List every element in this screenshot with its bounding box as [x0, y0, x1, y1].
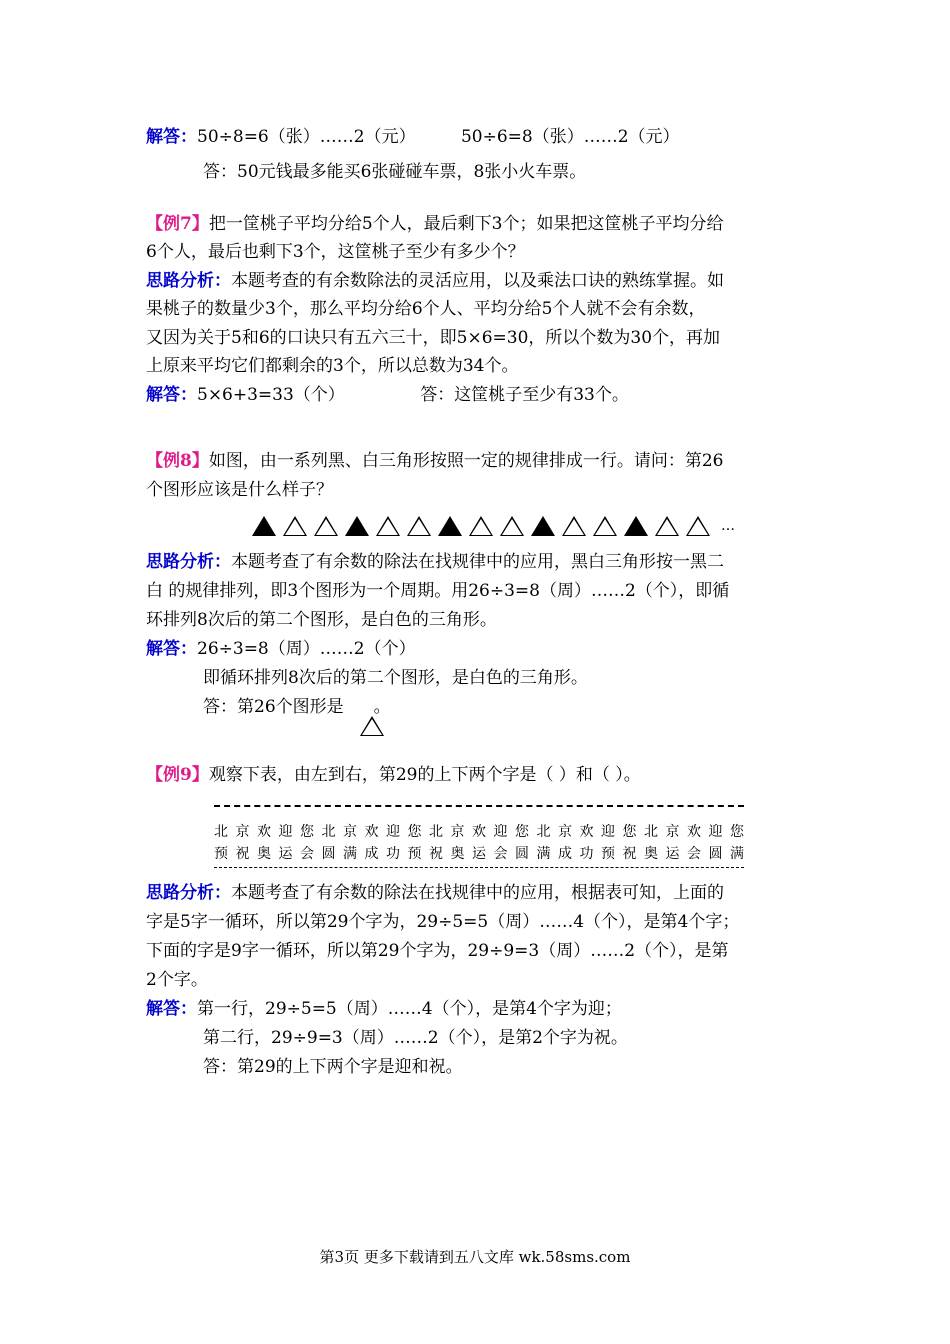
table-cell: 祝 [429, 846, 443, 862]
white-triangle-icon [407, 516, 431, 536]
triangle-sequence [252, 515, 735, 536]
table-cell: 奥 [257, 846, 271, 862]
table-row-top [214, 821, 752, 841]
analysis-label: 思路分析： [146, 883, 231, 903]
table-cell: 京 [235, 824, 250, 840]
table-cell: 欢 [687, 824, 701, 840]
table-cell: 您 [730, 824, 744, 840]
table-cell: 迎 [493, 824, 508, 840]
table-cell: 您 [407, 824, 422, 840]
table-cell: 京 [558, 824, 572, 840]
answer-calc: 26÷3=8（周）……2（个） [197, 639, 416, 659]
question-text: 把一筐桃子平均分给5个人，最后剩下3个；如果把这筐桃子平均分给 [208, 214, 724, 234]
page-footer: 第3页 更多下载请到五八文库 wk.58sms.com [319, 1248, 631, 1266]
white-triangle-icon [655, 516, 679, 536]
table-cell: 北 [321, 824, 336, 840]
white-triangle-icon [686, 516, 710, 536]
ex7-answer [146, 384, 629, 406]
table-cell: 满 [343, 846, 357, 862]
answer-text: 第一行，29÷5=5（周）……4（个），是第4个字为迎； [197, 999, 622, 1019]
answer-label: 解答： [146, 999, 197, 1019]
ex7-question-2: 6个人，最后也剩下3个，这筐桃子至少有多少个？ [146, 242, 525, 262]
table-cell: 功 [579, 846, 594, 862]
ex9-analysis-3: 下面的字是9字一循环，所以第29个字为，29÷9=3（周）……2（个），是第 [146, 941, 729, 961]
answer-text: 答：这筐桃子至少有33个。 [420, 385, 629, 405]
ex8-answer-1 [146, 638, 416, 660]
table-cell: 会 [300, 846, 314, 862]
ex8-analysis-2: 白 的规律排列，即3个图形为一个周期。用26÷3=8（周）……2（个），即循 [146, 581, 730, 601]
ex9-answer-2: 第二行，29÷9=3（周）……2（个），是第2个字为祝。 [203, 1028, 628, 1048]
black-triangle-icon [345, 516, 369, 536]
ex6-answer-line [146, 126, 680, 148]
table-cell: 圆 [321, 846, 336, 862]
answer-label: 解答： [146, 639, 197, 659]
ex7-analysis-2: 果桃子的数量少3个，那么平均分给6个人、平均分给5个人就不会有余数， [146, 299, 706, 319]
table-cell: 预 [601, 846, 615, 862]
ex8-answer-2: 即循环排列8次后的第二个图形，是白色的三角形。 [203, 668, 588, 688]
analysis-text: 本题考查的有余数除法的灵活应用，以及乘法口诀的熟练掌握。如 [231, 271, 724, 291]
table-cell: 圆 [515, 846, 529, 862]
sequence-ellipsis: … [721, 517, 735, 534]
table-cell: 满 [536, 846, 551, 862]
white-triangle-icon [360, 716, 384, 736]
analysis-text: 本题考查了有余数的除法在找规律中的应用，根据表可知，上面的 [231, 883, 724, 903]
table-cell: 您 [300, 824, 314, 840]
ex8-answer-3 [203, 696, 391, 718]
table-cell: 京 [450, 824, 465, 840]
analysis-label: 思路分析： [146, 552, 231, 572]
ex6-answer-text: 答：50元钱最多能买6张碰碰车票，8张小火车票。 [203, 162, 587, 182]
white-triangle-icon [469, 516, 493, 536]
ex9-question-1 [146, 764, 641, 786]
table-cell: 奥 [450, 846, 465, 862]
table-cell: 迎 [601, 824, 615, 840]
ex9-analysis-4: 2个字。 [146, 970, 208, 990]
table-cell: 欢 [257, 824, 271, 840]
table-cell: 您 [515, 824, 529, 840]
answer-label: 解答： [146, 127, 197, 147]
ex9-analysis-2: 字是5字一循环，所以第29个字为，29÷5=5（周）……4（个），是第4个字； [146, 912, 740, 932]
table-cell: 运 [472, 846, 486, 862]
ex9-analysis-1 [146, 882, 724, 904]
black-triangle-icon [438, 516, 462, 536]
table-cell: 欢 [472, 824, 486, 840]
table-cell: 北 [536, 824, 551, 840]
ex7-analysis-3: 又因为关于5和6的口诀只有五六三十，即5×6=30，所以个数为30个，再加 [146, 328, 721, 348]
black-triangle-icon [252, 516, 276, 536]
ex7-analysis-1 [146, 270, 724, 292]
table-cell: 您 [622, 824, 637, 840]
question-text: 如图，由一系列黑、白三角形按照一定的规律排成一行。请问：第26 [208, 451, 724, 471]
table-cell: 北 [214, 824, 228, 840]
table-cell: 欢 [364, 824, 379, 840]
ex7-analysis-4: 上原来平均它们都剩余的3个，所以总数为34个。 [146, 356, 519, 376]
ex8-analysis-3: 环排列8次后的第二个图形，是白色的三角形。 [146, 610, 497, 630]
ex7-question-1 [146, 213, 723, 235]
black-triangle-icon [624, 516, 648, 536]
table-cell: 满 [730, 846, 744, 862]
table-cell: 北 [644, 824, 658, 840]
ex8-question-1 [146, 450, 723, 472]
table-cell: 成 [558, 846, 572, 862]
white-triangle-icon [314, 516, 338, 536]
white-triangle-icon [283, 516, 307, 536]
answer-calc: 50÷8=6（张）……2（元） [197, 127, 416, 147]
table-row-bottom [214, 843, 752, 863]
ex8-analysis-1 [146, 551, 724, 573]
ex9-answer-3: 答：第29的上下两个字是迎和祝。 [203, 1057, 463, 1077]
white-triangle-icon [376, 516, 400, 536]
answer-calc-2: 50÷6=8（张）……2（元） [460, 127, 680, 147]
analysis-text: 本题考查了有余数的除法在找规律中的应用，黑白三角形按一黑二 [231, 552, 724, 572]
table-top-divider [214, 805, 744, 807]
answer-end: 。 [373, 697, 391, 717]
table-cell: 预 [407, 846, 422, 862]
answer-label: 解答： [146, 385, 197, 405]
table-cell: 迎 [278, 824, 293, 840]
black-triangle-icon [531, 516, 555, 536]
table-cell: 京 [665, 824, 680, 840]
ex8-question-2: 个图形应该是什么样子？ [146, 480, 333, 500]
white-triangle-icon [562, 516, 586, 536]
example-tag: 【例7】 [146, 214, 209, 234]
table-cell: 奥 [644, 846, 658, 862]
table-cell: 成 [364, 846, 379, 862]
ex9-answer-1 [146, 998, 622, 1020]
white-triangle-icon [593, 516, 617, 536]
table-cell: 北 [429, 824, 443, 840]
table-bottom-divider [214, 867, 744, 868]
table-cell: 会 [687, 846, 701, 862]
table-cell: 预 [214, 846, 228, 862]
table-cell: 祝 [235, 846, 250, 862]
table-cell: 祝 [622, 846, 637, 862]
table-cell: 京 [343, 824, 357, 840]
table-cell: 功 [386, 846, 400, 862]
table-cell: 运 [665, 846, 680, 862]
answer-calc: 5×6+3=33（个） [197, 385, 345, 405]
table-cell: 欢 [579, 824, 594, 840]
example-tag: 【例9】 [146, 765, 209, 785]
table-cell: 迎 [386, 824, 400, 840]
example-tag: 【例8】 [146, 451, 209, 471]
answer-text: 答：第26个图形是 [203, 697, 344, 717]
analysis-label: 思路分析： [146, 271, 231, 291]
table-cell: 会 [493, 846, 508, 862]
table-cell: 圆 [708, 846, 723, 862]
question-text: 观察下表，由左到右，第29的上下两个字是（ ）和（ ）。 [208, 765, 641, 785]
table-cell: 运 [278, 846, 293, 862]
table-cell: 迎 [708, 824, 723, 840]
white-triangle-icon [500, 516, 524, 536]
